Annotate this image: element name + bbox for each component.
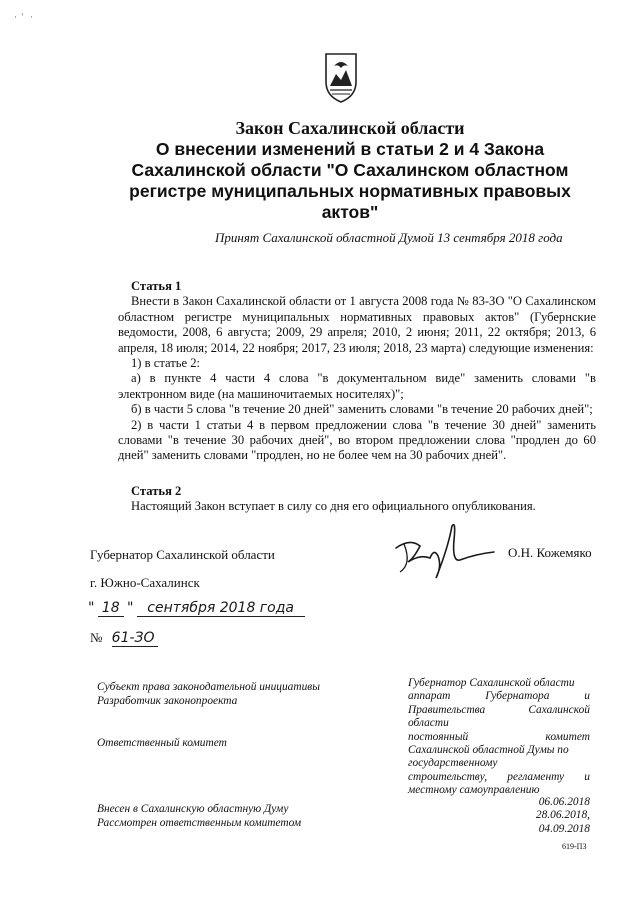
signing-date: [88, 600, 305, 617]
document-code: 619-ПЗ: [562, 842, 587, 851]
footer-developer-line-3: области: [408, 717, 449, 730]
number-value: 61-ЗО: [112, 630, 158, 647]
article-1-item-1: 1) в статье 2:: [131, 356, 201, 371]
date-month-year: сентября 2018 года: [137, 600, 305, 617]
handwritten-signature: [390, 518, 500, 588]
article-1-intro: Внести в Закон Сахалинской области от 1 августа 2008 года № 83-ЗО "О Сахалинском областном регистре муниципальных нормативных правовых актов" (Губернские ведомости, 2008, 6 августа; 2009, 29 апреля; 2010, 2 июня; 2011, 22 октября; 2013, 6 апреля, 18 июля; 2014, 22 ноября; 2017, 23 июля; 2018, 23 марта) следующие изменения:: [118, 294, 596, 355]
footer-date-3: 04.09.2018: [538, 822, 590, 835]
city: г. Южно-Сахалинск: [90, 575, 200, 590]
footer-date-1: 06.06.2018: [538, 796, 590, 808]
title-line-5: актов": [321, 202, 379, 222]
footer-developer-label: Разработчик законопроекта: [97, 695, 238, 707]
title-line-3: Сахалинской области "О Сахалинском областном: [131, 160, 569, 180]
article-1-item-1b: б) в части 5 слова "в течение 20 дней" заменить словами "в течение 20 рабочих дней";: [131, 402, 593, 417]
footer-committee-line-5: местному самоуправлению: [408, 784, 540, 797]
article-2: [118, 484, 596, 515]
law-number: [90, 630, 158, 647]
footer-committee-line-4: строительству, регламенту и: [408, 770, 590, 783]
scan-marks: · ' ·: [14, 12, 33, 22]
article-2-heading: Статья 2: [131, 484, 182, 498]
law-title: [60, 118, 640, 223]
governor-name: О.Н. Кожемяко: [508, 545, 592, 560]
footer-committee-line-1: постоянный комитет: [408, 730, 590, 743]
title-line-2: О внесении изменений в статьи 2 и 4 Закона: [155, 139, 545, 159]
footer-committee-line-3: государственному: [408, 757, 498, 770]
title-line-1: Закон Сахалинской области: [235, 118, 465, 138]
footer-dates: [480, 796, 590, 836]
article-1-item-1a: а) в пункте 4 части 4 слова "в документальном виде" заменить словами "в электронном виде (на машиночитаемых носителях)";: [118, 371, 596, 401]
date-day: 18: [98, 600, 124, 617]
footer-date-2: 28.06.2018,: [535, 809, 590, 822]
footer-subject-label: Субъект права законодательной инициативы: [97, 681, 320, 693]
footer-committee-line-2: Сахалинской областной Думы по: [408, 744, 569, 757]
footer-developer-line-2: Правительства Сахалинской: [408, 703, 590, 716]
footer-subject-value: Губернатор Сахалинской области: [408, 677, 575, 689]
title-line-4: регистре муниципальных нормативных правовых: [129, 181, 571, 201]
footer-reviewed-label: Рассмотрен ответственным комитетом: [97, 817, 302, 829]
footer-developer-line-1: аппарат Губернатора и: [408, 690, 590, 703]
article-2-text: Настоящий Закон вступает в силу со дня его официального опубликования.: [131, 499, 536, 514]
date-quote-close: ": [126, 600, 134, 616]
number-prefix: №: [90, 630, 103, 645]
footer-submitted-label: Внесен в Сахалинскую областную Думу: [97, 803, 289, 815]
article-1-heading: Статья 1: [131, 279, 182, 293]
footer-committee-label: Ответственный комитет: [97, 737, 227, 749]
date-quote-open: ": [88, 600, 95, 616]
article-1: [118, 279, 596, 464]
footer-right-block: [408, 677, 590, 798]
governor-title: Губернатор Сахалинской области: [90, 547, 275, 562]
article-1-item-2: 2) в части 1 статьи 4 в первом предложении слова "в течение 30 дней" заменить словами "в течение 30 рабочих дней", во втором предложении слова "продлен до 60 дней" заменить словами "продлен, но не более чем на 30 рабочих дней".: [118, 417, 596, 463]
coat-of-arms-emblem: [322, 52, 360, 104]
adopted-note: Принят Сахалинской областной Думой 13 сентября 2018 года: [215, 230, 563, 245]
